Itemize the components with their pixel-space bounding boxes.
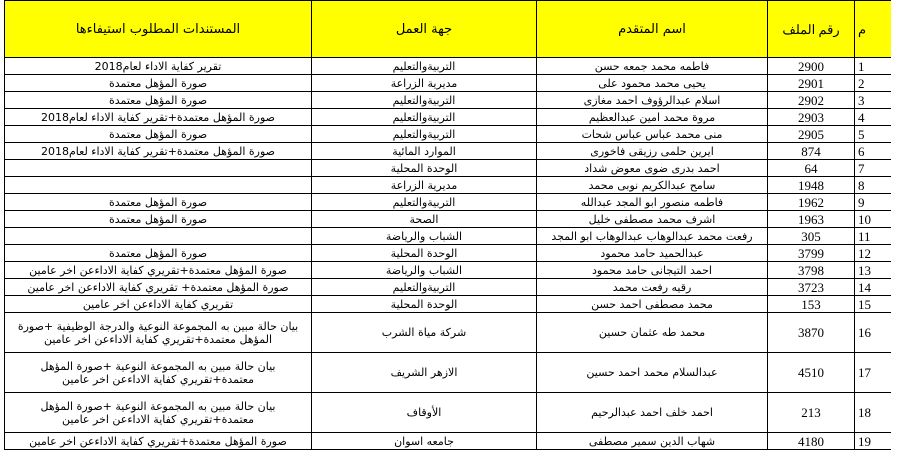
cell-docs: صورة المؤهل معتمدة [5, 126, 312, 143]
cell-name: يحيى محمد محمود على [537, 75, 768, 92]
cell-file: 3798 [768, 262, 855, 279]
cell-num: 13 [855, 262, 892, 279]
header-num: م [855, 1, 892, 58]
cell-num: 17 [855, 353, 892, 393]
cell-work: الشباب والرياضة [312, 262, 537, 279]
cell-work: التربيةوالتعليم [312, 92, 537, 109]
cell-work: الشباب والرياضة [312, 228, 537, 245]
cell-file: 4180 [768, 433, 855, 450]
cell-work: الصحة [312, 211, 537, 228]
table-row [5, 143, 892, 160]
cell-name: محمد مصطفى احمد حسن [537, 296, 768, 313]
table-row [5, 177, 892, 194]
cell-name: رقيه رفعت محمد [537, 279, 768, 296]
cell-docs [5, 160, 312, 177]
cell-name: عبدالسلام محمد احمد حسين [537, 353, 768, 393]
cell-file: 2903 [768, 109, 855, 126]
cell-num: 8 [855, 177, 892, 194]
cell-docs: صورة المؤهل معتمدة [5, 92, 312, 109]
cell-num: 3 [855, 92, 892, 109]
table-row [5, 296, 892, 313]
table-row [5, 126, 892, 143]
cell-docs: صورة المؤهل معتمدة+تقرير كفاية الاداء لعام2018 [5, 109, 312, 126]
table-body [5, 58, 892, 450]
cell-file: 64 [768, 160, 855, 177]
cell-file: 1963 [768, 211, 855, 228]
cell-work: الوحدة المحلية [312, 160, 537, 177]
cell-work: الوحدة المحلية [312, 245, 537, 262]
cell-name: مروة محمد امين عبدالعظيم [537, 109, 768, 126]
header-file: رقم الملف [768, 1, 855, 58]
table-row [5, 58, 892, 75]
cell-file: 4510 [768, 353, 855, 393]
cell-docs: بيان حالة مبين به المجموعة النوعية +صورة المؤهل معتمدة+تقريري كفاية الاداءعن اخر عامين [5, 353, 312, 393]
cell-docs: صورة المؤهل معتمدة+تقريري كفاية الاداءعن اخر عامين [5, 433, 312, 450]
cell-work: الأوقاف [312, 393, 537, 433]
cell-name: اسلام عبدالرؤوف احمد مغازى [537, 92, 768, 109]
cell-num: 16 [855, 313, 892, 353]
cell-docs: تقرير كفاية الاداء لعام2018 [5, 58, 312, 75]
cell-file: 2902 [768, 92, 855, 109]
cell-name: احمد خلف احمد عبدالرحيم [537, 393, 768, 433]
cell-num: 10 [855, 211, 892, 228]
cell-name: ايرين حلمى رزيقى فاخورى [537, 143, 768, 160]
cell-docs: صورة المؤهل معتمدة+تقرير كفاية الاداء لعام2018 [5, 143, 312, 160]
table-row [5, 313, 892, 353]
cell-num: 7 [855, 160, 892, 177]
cell-num: 19 [855, 433, 892, 450]
cell-docs: بيان حالة مبين به المجموعة النوعية والدرجة الوظيفية +صورة المؤهل معتمدة+تقريري كفاية الاداءعن اخر عامين [5, 313, 312, 353]
cell-name: عبدالحميد حامد محمود [537, 245, 768, 262]
cell-file: 2905 [768, 126, 855, 143]
table-row [5, 109, 892, 126]
cell-work: التربيةوالتعليم [312, 126, 537, 143]
cell-docs: صورة المؤهل معتمدة [5, 245, 312, 262]
cell-work: الموارد المائية [312, 143, 537, 160]
cell-name: سامح عبدالكريم نوبى محمد [537, 177, 768, 194]
table-row [5, 353, 892, 393]
table-row [5, 160, 892, 177]
cell-num: 11 [855, 228, 892, 245]
table-row [5, 279, 892, 296]
cell-docs: صورة المؤهل معتمدة [5, 211, 312, 228]
cell-file: 3799 [768, 245, 855, 262]
cell-docs [5, 177, 312, 194]
cell-num: 18 [855, 393, 892, 433]
cell-file: 3723 [768, 279, 855, 296]
cell-name: احمد بدرى ضوى معوض شداد [537, 160, 768, 177]
cell-num: 2 [855, 75, 892, 92]
cell-docs: صورة المؤهل معتمدة [5, 194, 312, 211]
table-row [5, 433, 892, 450]
cell-num: 5 [855, 126, 892, 143]
cell-docs: بيان حالة مبين به المجموعة النوعية +صورة المؤهل معتمدة+تقريري كفاية الاداءعن اخر عامين [5, 393, 312, 433]
cell-docs: صورة المؤهل معتمدة+ تقريري كفاية الاداءعن اخر عامين [5, 279, 312, 296]
table-row [5, 92, 892, 109]
cell-docs [5, 228, 312, 245]
cell-work: التربيةوالتعليم [312, 109, 537, 126]
cell-file: 3870 [768, 313, 855, 353]
header-row [5, 1, 892, 58]
cell-name: اشرف محمد مصطفى خليل [537, 211, 768, 228]
cell-file: 305 [768, 228, 855, 245]
header-work: جهة العمل [312, 1, 537, 58]
table-row [5, 194, 892, 211]
table-row [5, 211, 892, 228]
cell-work: الازهر الشريف [312, 353, 537, 393]
cell-work: التربيةوالتعليم [312, 279, 537, 296]
header-docs: المستندات المطلوب استيفاءها [5, 1, 312, 58]
table-row [5, 245, 892, 262]
cell-work: الوحدة المحلية [312, 296, 537, 313]
cell-name: شهاب الدين سمير مصطفى [537, 433, 768, 450]
cell-name: فاطمه منصور ابو المجد عبدالله [537, 194, 768, 211]
cell-name: رفعت محمد عبدالوهاب عبدالوهاب ابو المجد [537, 228, 768, 245]
cell-name: محمد طه عثمان حسين [537, 313, 768, 353]
table-row [5, 228, 892, 245]
cell-work: شركة مياة الشرب [312, 313, 537, 353]
cell-num: 9 [855, 194, 892, 211]
cell-file: 1948 [768, 177, 855, 194]
cell-name: فاطمه محمد جمعه حسن [537, 58, 768, 75]
cell-num: 1 [855, 58, 892, 75]
cell-work: التربيةوالتعليم [312, 58, 537, 75]
cell-work: مديرية الزراعة [312, 177, 537, 194]
cell-num: 15 [855, 296, 892, 313]
cell-file: 874 [768, 143, 855, 160]
cell-num: 12 [855, 245, 892, 262]
table-row [5, 393, 892, 433]
cell-work: مديرية الزراعة [312, 75, 537, 92]
header-name: اسم المتقدم [537, 1, 768, 58]
cell-work: التربيةوالتعليم [312, 194, 537, 211]
cell-name: احمد التيجانى حامد محمود [537, 262, 768, 279]
cell-file: 213 [768, 393, 855, 433]
cell-name: منى محمد عباس عباس شحات [537, 126, 768, 143]
cell-num: 14 [855, 279, 892, 296]
cell-docs: صورة المؤهل معتمدة [5, 75, 312, 92]
table-row [5, 75, 892, 92]
cell-file: 2901 [768, 75, 855, 92]
cell-work: جامعه اسوان [312, 433, 537, 450]
cell-docs: صورة المؤهل معتمدة+تقريري كفاية الاداءعن اخر عامين [5, 262, 312, 279]
cell-num: 4 [855, 109, 892, 126]
applicants-table [4, 0, 891, 450]
cell-docs: تقريري كفاية الاداءعن اخر عامين [5, 296, 312, 313]
cell-file: 153 [768, 296, 855, 313]
cell-file: 2900 [768, 58, 855, 75]
table-row [5, 262, 892, 279]
cell-file: 1962 [768, 194, 855, 211]
cell-num: 6 [855, 143, 892, 160]
